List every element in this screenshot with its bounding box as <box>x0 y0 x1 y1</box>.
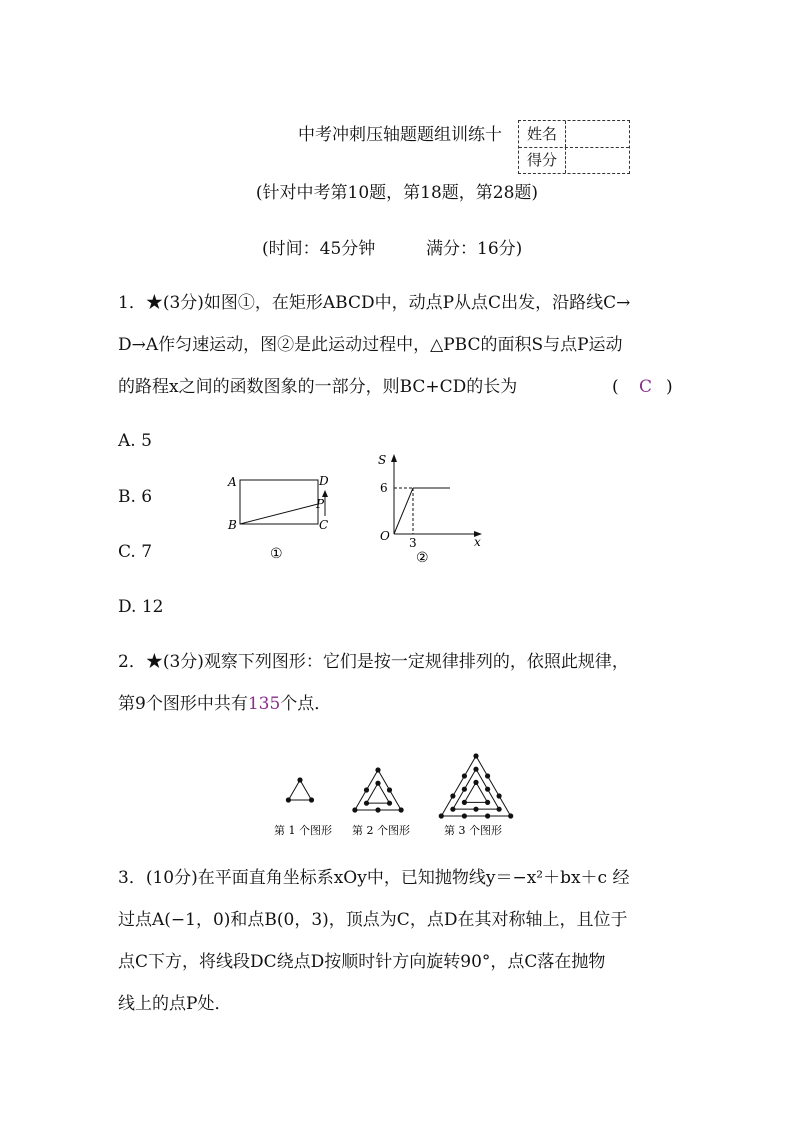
q1-figure-2 <box>370 450 490 570</box>
dot-fig2-level2-3 <box>352 807 357 812</box>
triangle-fig1-level1 <box>288 780 311 800</box>
fig1-caption: ① <box>270 546 283 562</box>
q1-line3-text: 的路程x之间的函数图象的一部分，则BC+CD的长为 <box>118 377 518 397</box>
label-b: B <box>228 518 237 532</box>
q1-option-d: D. 12 <box>118 597 164 617</box>
triangle-fig3-level2 <box>453 769 499 809</box>
triangle-patterns <box>286 753 514 818</box>
dot-fig3-level3-5 <box>462 813 467 818</box>
q1-line1: 1．★(3分)如图①，在矩形ABCD中，动点P从点C出发，沿路线C→ <box>118 293 631 313</box>
dot-fig1-level1-3 <box>309 797 314 802</box>
q1-option-c: C. 7 <box>118 542 153 562</box>
dot-fig1-level1-1 <box>297 777 302 782</box>
x-tick-label: 3 <box>409 536 417 550</box>
dot-fig3-level3-1 <box>473 753 478 758</box>
dot-fig3-level1-3 <box>485 800 490 805</box>
name-row <box>519 121 629 148</box>
subtitle: (针对中考第10题，第18题，第28题) <box>255 183 539 203</box>
q2-caption-1: 第 1 个图形 <box>274 824 332 837</box>
origin-label: O <box>380 529 390 543</box>
dot-fig3-level2-6 <box>485 787 490 792</box>
y-axis-arrow-icon <box>391 454 397 462</box>
label-a: A <box>228 475 237 489</box>
label-d: D <box>319 474 329 488</box>
q3-line1: 3．(10分)在平面直角坐标系xOy中，已知抛物线y＝−x²＋bx＋c 经 <box>118 868 630 888</box>
q1-paren-open: ( <box>612 377 619 397</box>
dot-fig3-level2-4 <box>473 807 478 812</box>
dot-fig3-level1-2 <box>462 800 467 805</box>
dot-fig3-level3-8 <box>497 793 502 798</box>
dot-fig3-level2-2 <box>462 787 467 792</box>
time-label: (时间：45分钟 <box>262 239 376 259</box>
q1-answer: C <box>639 377 653 397</box>
dot-fig3-level3-7 <box>508 813 513 818</box>
dot-fig3-level3-3 <box>450 793 455 798</box>
q2-line2 <box>118 693 331 715</box>
dot-fig3-level3-6 <box>485 813 490 818</box>
dot-fig2-level2-6 <box>387 787 392 792</box>
dot-fig2-level2-2 <box>364 787 369 792</box>
dot-fig2-level2-1 <box>375 767 380 772</box>
dot-fig1-level1-2 <box>286 797 291 802</box>
dot-fig3-level2-3 <box>450 807 455 812</box>
q1-option-a: A. 5 <box>118 431 152 451</box>
dot-fig2-level2-4 <box>375 807 380 812</box>
q1-paren-close: ) <box>666 377 673 397</box>
name-score-box <box>518 120 630 174</box>
q2-caption-2: 第 2 个图形 <box>352 824 410 837</box>
q2-line1: 2．★(3分)观察下列图形：它们是按一定规律排列的，依照此规律， <box>118 652 629 672</box>
dot-fig3-level3-9 <box>485 773 490 778</box>
q1-line2: D→A作匀速运动，图②是此运动过程中，△PBC的面积S与点P运动 <box>118 335 623 355</box>
q2-caption-3: 第 3 个图形 <box>444 824 502 837</box>
triangle-fig3-level1 <box>464 782 487 802</box>
dot-fig2-level1-1 <box>375 781 380 786</box>
triangle-fig2-level2 <box>355 770 401 810</box>
dot-fig3-level2-5 <box>497 807 502 812</box>
q2-line2-pre: 第9个图形中共有 <box>118 694 248 714</box>
rectangle-abcd <box>240 480 318 524</box>
triangle-fig2-level1 <box>366 783 389 803</box>
label-p: P <box>316 497 325 511</box>
q1-figure-1 <box>222 470 342 565</box>
q3-line2: 过点A(−1，0)和点B(0，3)，顶点为C，点D在其对称轴上，且位于 <box>118 910 628 930</box>
page-title: 中考冲刺压轴题题组训练十 <box>298 125 502 145</box>
dot-fig2-level2-5 <box>399 807 404 812</box>
q1-option-b: B. 6 <box>118 487 153 507</box>
dot-fig2-level1-2 <box>364 801 369 806</box>
graph-rising-segment <box>394 488 413 534</box>
label-c: C <box>319 518 329 532</box>
q3-line3: 点C下方，将线段DC绕点D按顺时针方向旋转90°，点C落在抛物 <box>118 952 606 972</box>
dot-fig3-level3-4 <box>439 813 444 818</box>
score-row <box>519 147 629 173</box>
q1-line3 <box>118 376 517 398</box>
y-tick-label: 6 <box>380 481 388 495</box>
dot-fig3-level2-1 <box>473 767 478 772</box>
q2-figure <box>270 736 530 842</box>
fig2-caption: ② <box>416 550 429 566</box>
segment-bp <box>240 504 318 524</box>
dot-fig3-level3-2 <box>462 773 467 778</box>
full-score-label: 满分：16分) <box>426 239 523 259</box>
axis-label-x: x <box>474 535 481 549</box>
q3-line4: 线上的点P处． <box>118 994 232 1014</box>
q2-line2-post: 个点． <box>280 694 332 714</box>
name-label: 姓名 <box>519 121 566 147</box>
q2-answer: 135 <box>247 694 281 714</box>
axis-label-s: S <box>378 453 387 467</box>
arrow-head-icon <box>322 490 328 497</box>
score-label: 得分 <box>519 147 566 173</box>
dot-fig3-level1-1 <box>473 780 478 785</box>
dot-fig2-level1-3 <box>387 801 392 806</box>
